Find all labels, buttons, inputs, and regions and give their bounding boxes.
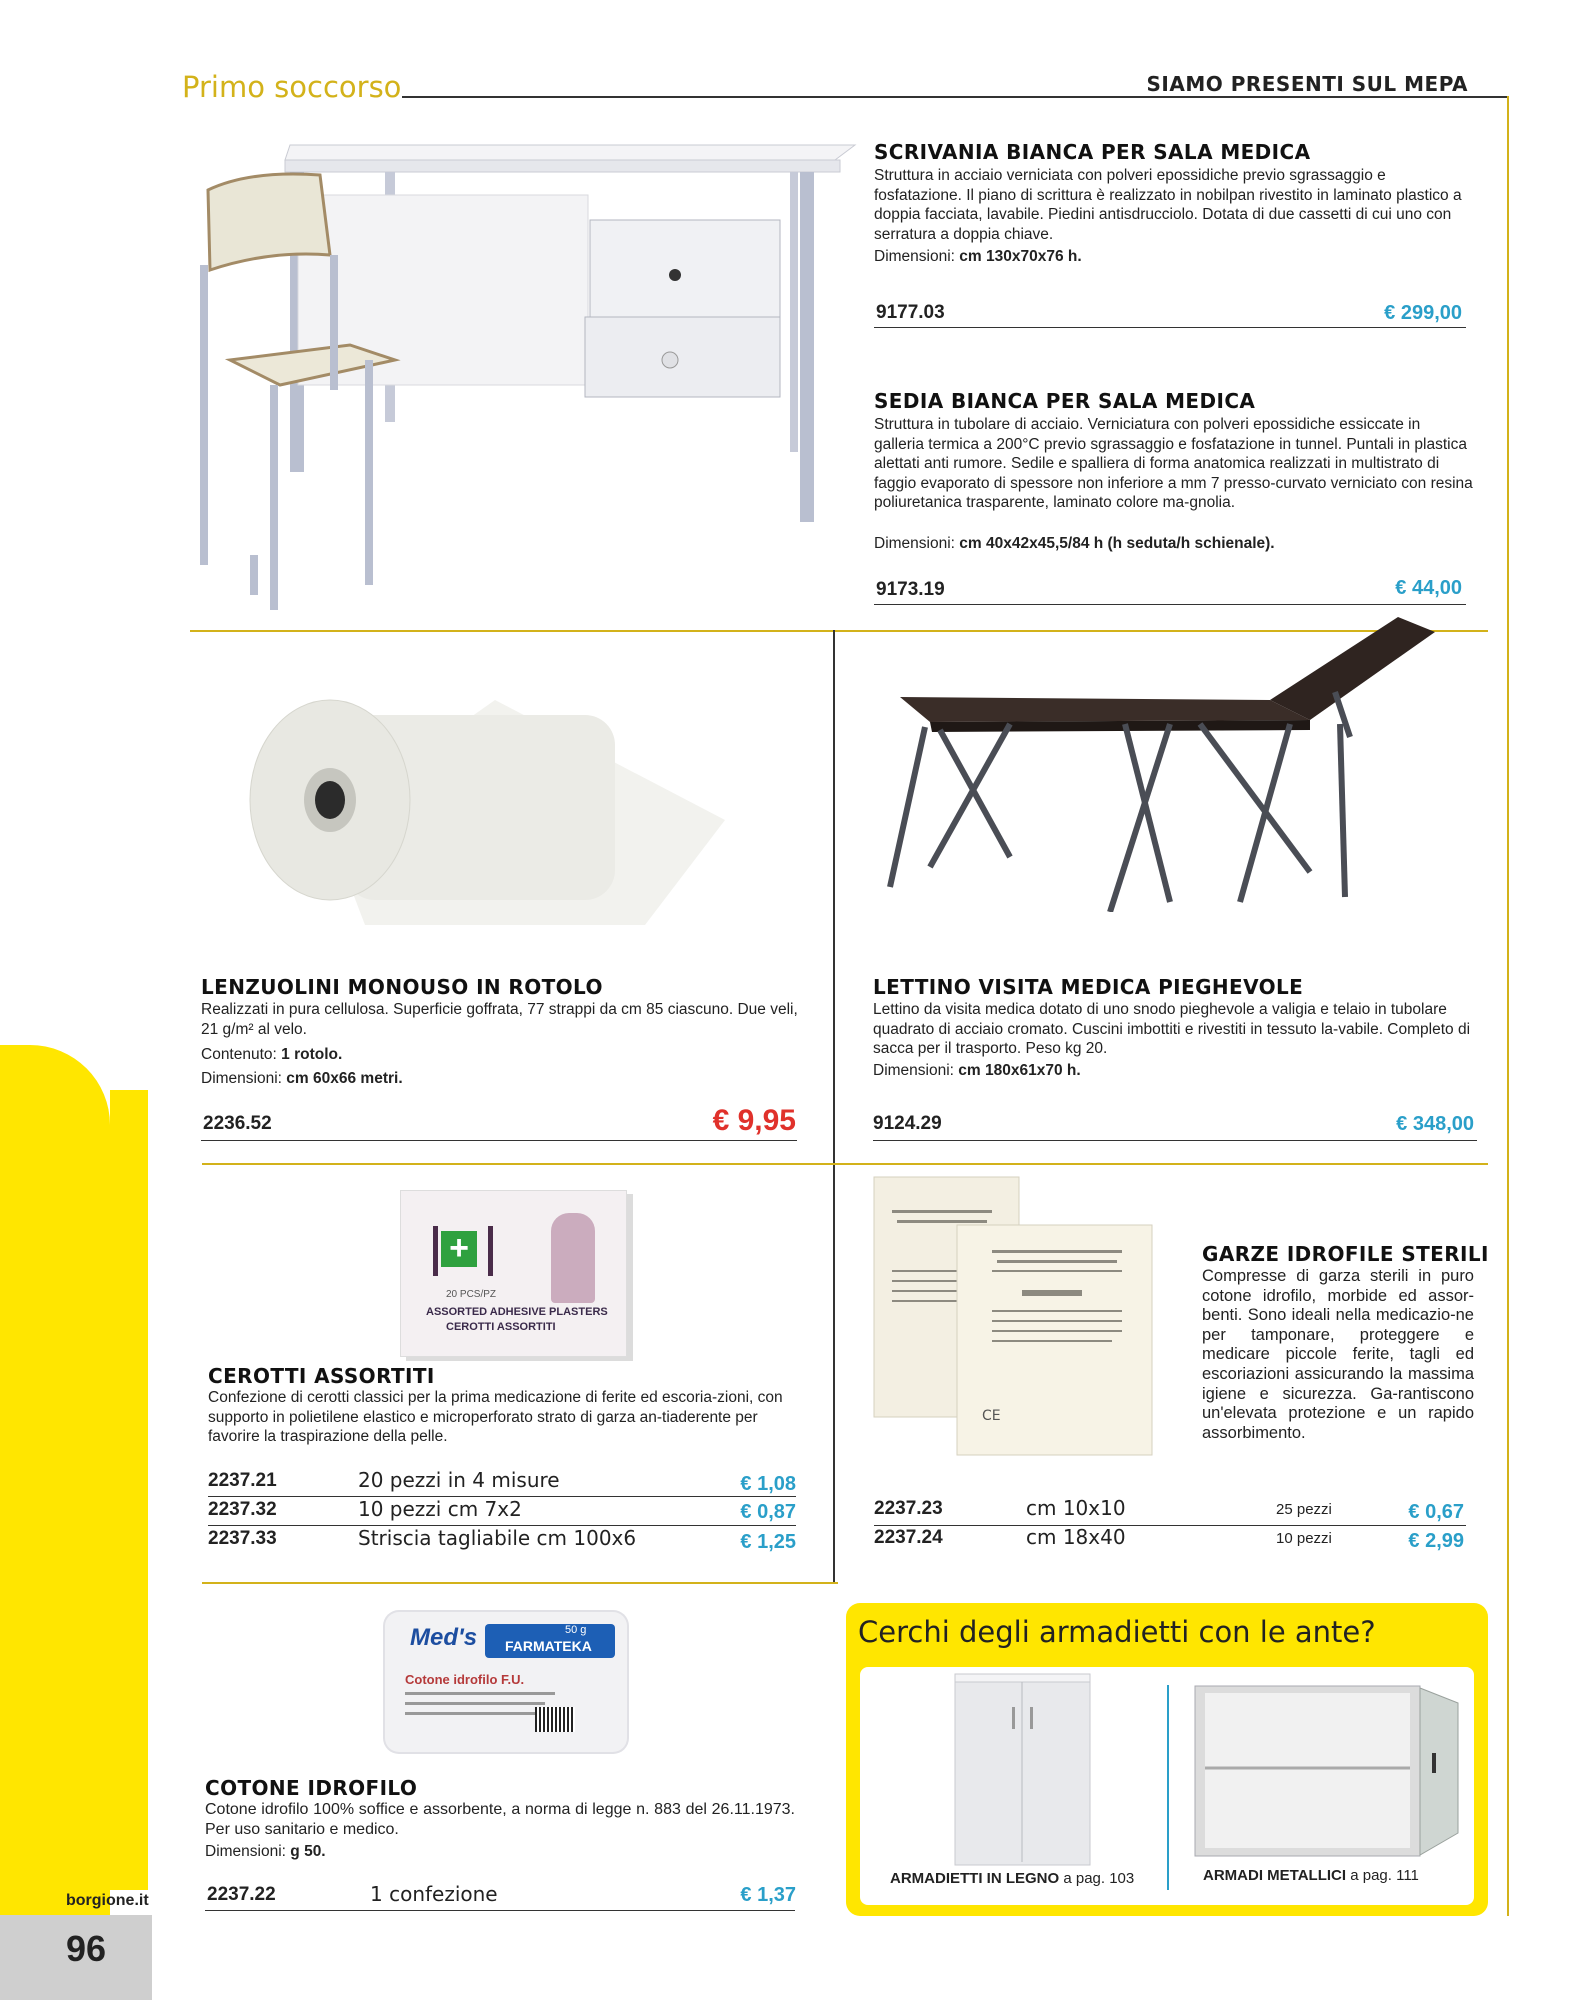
desk-dim-value: cm 130x70x76 h. xyxy=(959,248,1082,265)
chair-description: Struttura in tubolare di acciaio. Verniciatura con polveri epossidiche essiccate in galleria termica a 200°C previo sgrassaggio e fosfatazione in tunnel. Puntali in plastica alettati anti rumore. Sedile e spalliera di forma anatomica realizzati in multistrato di faggio evaporato di spessore non inferiore a mm 7 presso-curvato verniciato con resina poliuretanica trasparente, laminato colore ma-gnolia. xyxy=(874,416,1473,512)
gauze-row-2-pieces: 10 pezzi xyxy=(1276,1530,1332,1547)
gauze-row-2-code: 2237.24 xyxy=(874,1527,943,1548)
cotton-dim-value: g 50. xyxy=(290,1843,326,1860)
chair-dim-value: cm 40x42x45,5/84 h (h seduta/h schienale). xyxy=(959,535,1275,552)
chair-title: SEDIA BIANCA PER SALA MEDICA xyxy=(874,389,1256,413)
cotton-description: Cotone idrofilo 100% soffice e assorbente, a norma di legge n. 883 del 26.11.1973. Per uso sanitario e medico. xyxy=(205,1801,795,1838)
desk-code: 9177.03 xyxy=(876,302,945,323)
mepa-label: SIAMO PRESENTI SUL MEPA xyxy=(1146,72,1468,96)
cotton-weight: 50 g xyxy=(565,1624,587,1636)
svg-text:CE: CE xyxy=(982,1408,1001,1424)
cotton-title: COTONE IDROFILO xyxy=(205,1776,418,1800)
figure-silhouette-icon xyxy=(551,1213,595,1303)
plasters-title: CEROTTI ASSORTITI xyxy=(208,1364,435,1388)
sheets-rule xyxy=(201,1140,797,1141)
desk-title: SCRIVANIA BIANCA PER SALA MEDICA xyxy=(874,140,1311,164)
medical-bed-image xyxy=(870,612,1490,912)
first-aid-cross-icon: + xyxy=(441,1231,477,1267)
desk-dim-label: Dimensioni: xyxy=(874,248,955,265)
sheets-price: € 9,95 xyxy=(712,1104,796,1137)
plasters-description: Confezione di cerotti classici per la prima medicazione di ferite ed escoria-zioni, con supporto in polietilene elastico e microperforato strato di garza an-tiaderente per favorire la traspirazione della pelle. xyxy=(208,1389,783,1446)
bed-title: LETTINO VISITA MEDICA PIEGHEVOLE xyxy=(873,975,1304,999)
gauze-title: GARZE IDROFILE STERILI xyxy=(1202,1242,1489,1266)
gauze-row-1-pieces: 25 pezzi xyxy=(1276,1501,1332,1518)
bed-rule xyxy=(873,1140,1477,1141)
wood-cabinet-label: ARMADIETTI IN LEGNO xyxy=(890,1870,1060,1887)
gauze-row-1-desc: cm 10x10 xyxy=(1026,1496,1126,1520)
desk-rule xyxy=(874,327,1466,328)
plasters-row-1-code: 2237.21 xyxy=(208,1470,277,1491)
plasters-row-2-code: 2237.32 xyxy=(208,1499,277,1520)
metal-cabinet-link[interactable] xyxy=(1203,1867,1419,1884)
gauze-description: Compresse di garza sterili in puro cotone idrofilo, morbide ed assor-benti. Sono ideali nella medicazio-ne per tamponare, proteggere e medicare piccole ferite, tagli ed escoriazioni assicurando la massima igiene e sicurezza. Ga-rantiscono un'elevata protezione e un rapido assorbimento. xyxy=(1202,1267,1474,1442)
section-title: Primo soccorso xyxy=(182,70,402,104)
bed-dim-label: Dimensioni: xyxy=(873,1062,954,1079)
plasters-row-3-desc: Striscia tagliabile cm 100x6 xyxy=(358,1526,637,1550)
header-rule xyxy=(402,96,1508,98)
paper-roll-image xyxy=(245,685,725,930)
desk-price: € 299,00 xyxy=(1384,302,1462,324)
cotton-pack-text-3 xyxy=(405,1712,555,1715)
bed-price: € 348,00 xyxy=(1396,1113,1474,1135)
wood-cabinet-link[interactable] xyxy=(890,1870,1134,1887)
cotton-brand: Med's xyxy=(410,1624,478,1651)
metal-cabinet-page: a pag. 111 xyxy=(1350,1867,1419,1884)
bed-dim-value: cm 180x61x70 h. xyxy=(958,1062,1081,1079)
cotton-pack-name: Cotone idrofilo F.U. xyxy=(405,1672,525,1687)
desk-dimensions xyxy=(874,248,1082,266)
gauze-row-1-price: € 0,67 xyxy=(1408,1501,1464,1523)
sheets-title: LENZUOLINI MONOUSO IN ROTOLO xyxy=(201,975,603,999)
cotton-pack-image xyxy=(385,1612,627,1752)
cotton-pack-text-1 xyxy=(405,1692,555,1695)
column-divider xyxy=(833,630,835,1582)
section-divider-3 xyxy=(202,1582,838,1584)
gauze-row-2-price: € 2,99 xyxy=(1408,1530,1464,1552)
metal-cabinet-label: ARMADI METALLICI xyxy=(1203,1867,1347,1884)
cotton-rule xyxy=(205,1910,795,1911)
category-tab xyxy=(0,1045,110,2000)
cotton-subbrand: FARMATEKA xyxy=(505,1638,592,1654)
plasters-box-label-2: CEROTTI ASSORTITI xyxy=(446,1321,556,1333)
site-url[interactable]: borgione.it xyxy=(66,1892,149,1909)
desk-chair-image xyxy=(190,135,860,615)
plasters-row-3-code: 2237.33 xyxy=(208,1528,277,1549)
section-divider-2 xyxy=(202,1163,1488,1165)
chair-price: € 44,00 xyxy=(1395,577,1462,599)
barcode-icon xyxy=(535,1707,575,1732)
metal-cabinet-image xyxy=(1190,1683,1475,1858)
plasters-box-image xyxy=(400,1190,627,1357)
cabinets-promo-title: Cerchi degli armadietti con le ante? xyxy=(858,1615,1376,1649)
gauze-packs-image xyxy=(872,1175,1162,1465)
sheets-dim-label: Dimensioni: xyxy=(201,1070,282,1087)
sheets-dim-value: cm 60x66 metri. xyxy=(286,1070,403,1087)
wood-cabinet-page: a pag. 103 xyxy=(1063,1870,1135,1887)
plasters-row-1-price: € 1,08 xyxy=(740,1473,796,1495)
cotton-row-1-price: € 1,37 xyxy=(740,1884,796,1906)
plasters-row-1-desc: 20 pezzi in 4 misure xyxy=(358,1468,560,1492)
plasters-row-2-price: € 0,87 xyxy=(740,1501,796,1523)
sheets-content-label: Contenuto: xyxy=(201,1046,277,1063)
gauze-row-2-desc: cm 18x40 xyxy=(1026,1525,1126,1549)
cotton-pack-text-2 xyxy=(405,1702,545,1705)
cotton-dim-label: Dimensioni: xyxy=(205,1843,286,1860)
gauze-row-1-code: 2237.23 xyxy=(874,1498,943,1519)
sheets-code: 2236.52 xyxy=(203,1113,272,1134)
chair-dim-label: Dimensioni: xyxy=(874,535,955,552)
category-tab-strip xyxy=(110,1090,148,1890)
bed-dimensions xyxy=(873,1062,1081,1080)
cotton-row-1-desc: 1 confezione xyxy=(370,1882,498,1906)
cotton-row-1-code: 2237.22 xyxy=(207,1884,276,1905)
plasters-box-label-1: ASSORTED ADHESIVE PLASTERS xyxy=(426,1306,608,1318)
sheets-content xyxy=(201,1046,342,1064)
wood-cabinet-image xyxy=(950,1672,1100,1872)
bed-code: 9124.29 xyxy=(873,1113,942,1134)
chair-dimensions xyxy=(874,535,1275,553)
cotton-dimensions xyxy=(205,1843,326,1861)
page-number: 96 xyxy=(66,1928,107,1969)
category-label: IGIENE E SICUREZZA xyxy=(148,1321,202,1885)
sheets-dimensions xyxy=(201,1070,403,1088)
sheets-description: Realizzati in pura cellulosa. Superficie goffrata, 77 strappi da cm 85 ciascuno. Due veli, 21 g/m² al velo. xyxy=(201,1001,798,1038)
bed-description: Lettino da visita medica dotato di uno snodo pieghevole a valigia e telaio in tubolare quadrato di acciaio cromato. Cuscini imbottiti e rivestiti in tessuto la-vabile. Completo di sacca per il trasporto. Peso kg 20. xyxy=(873,1001,1471,1058)
right-rule xyxy=(1507,96,1509,1916)
sheets-content-value: 1 rotolo. xyxy=(281,1046,343,1063)
gauze-row-1-rule xyxy=(874,1525,1466,1526)
plasters-box-count: 20 PCS/PZ xyxy=(446,1289,497,1300)
chair-rule xyxy=(874,604,1466,605)
plasters-row-2-desc: 10 pezzi cm 7x2 xyxy=(358,1497,522,1521)
desk-description: Struttura in acciaio verniciata con polveri epossidiche previo sgrassaggio e fosfatazione. Il piano di scrittura è realizzato in nobilpan rivestito in laminato plastico a doppia facciata, lavabile. Piedini antisdrucciolo. Dotata di due cassetti di cui uno con serratura a doppia chiave. xyxy=(874,167,1462,243)
promo-divider xyxy=(1167,1685,1169,1890)
plasters-row-3-price: € 1,25 xyxy=(740,1531,796,1553)
chair-code: 9173.19 xyxy=(876,579,945,600)
